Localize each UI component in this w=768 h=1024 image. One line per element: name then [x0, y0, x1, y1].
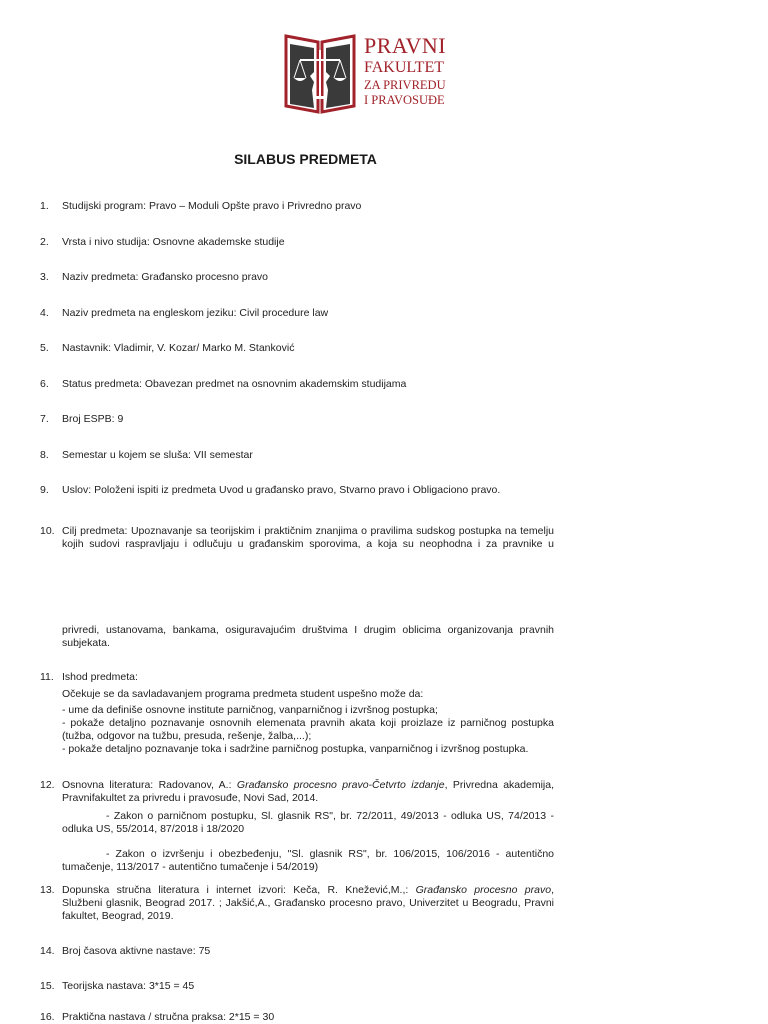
item-text: - Zakon o parničnom postupku, Sl. glasnik RS", br. 72/2011, 49/2013 - odluka US, 74/2013 - [106, 810, 554, 822]
page-title: SILABUS PREDMETA [234, 151, 377, 167]
item-number: 15. [40, 980, 55, 992]
item-number: 16. [40, 1011, 55, 1023]
logo-line-1: PRAVNI [364, 33, 447, 58]
item-text: fakultet, Beograd, 2019. [62, 910, 174, 922]
faculty-logo [280, 32, 480, 116]
item-number: 7. [40, 413, 49, 425]
bullet-item: - ume da definiše osnovne institute parničnog, vanparničnog i izvršnog postupka; [62, 704, 438, 716]
item-text: Osnovna literatura: Radovanov, A.: Građansko procesno pravo-Četvrto izdanje, Privredna akademija, [62, 779, 554, 791]
item-text: - Zakon o izvršenju i obezbeđenju, "Sl. glasnik RS", br. 106/2015, 106/2016 - autentično [106, 848, 554, 860]
item-text: privredi, ustanovama, bankama, osiguravajućim društvima I drugim oblicima organizovanja pravnih [62, 624, 554, 636]
item-text: tumačenje, 113/2017 - autentično tumačenje i 54/2019) [62, 861, 319, 873]
item-text: Studijski program: Pravo – Moduli Opšte pravo i Privredno pravo [62, 200, 362, 212]
item-text: Nastavnik: Vladimir, V. Kozar/ Marko M. Stanković [62, 342, 295, 354]
bullet-item: - pokaže detaljno poznavanje toka i sadržine parničnog postupka, vanparničnog i izvršnog postupka. [62, 743, 529, 755]
book-title: Građansko procesno pravo [415, 884, 552, 896]
item-number: 3. [40, 271, 49, 283]
item-text: kojih sudovi raspravljaju i odlučuju u građanskim sporovima, a koja su neophodna i za pravnike u [62, 538, 554, 550]
item-number: 11. [40, 671, 54, 683]
item-text: Službeni glasnik, Beograd 2017. ; Jakšić,A., Građansko procesno pravo, Univerzitet u Beogradu, Pravni [62, 897, 554, 909]
logo-line-4: I PRAVOSUĐE [364, 92, 445, 107]
item-number: 10. [40, 525, 55, 537]
item-text: Uslov: Položeni ispiti iz predmeta Uvod u građansko pravo, Stvarno pravo i Obligaciono pravo. [62, 484, 501, 496]
item-text: Praktična nastava / stručna praksa: 2*15 = 30 [62, 1011, 275, 1023]
item-number: 12. [40, 779, 55, 791]
item-number: 8. [40, 449, 49, 461]
logo-line-2: FAKULTET [364, 59, 444, 76]
scales-of-justice-icon [280, 32, 360, 116]
bullet-item: (tužba, odgovor na tužbu, presuda, rešenje, žalba,...); [62, 730, 312, 742]
item-text: odluka US, 55/2014, 87/2018 i 18/2020 [62, 823, 245, 835]
item-number: 5. [40, 342, 49, 354]
item-text: subjekata. [62, 637, 110, 649]
item-heading: Ishod predmeta: [62, 671, 138, 683]
logo-line-3: ZA PRIVREDU [364, 78, 446, 92]
item-text: Broj časova aktivne nastave: 75 [62, 945, 211, 957]
item-text: Status predmeta: Obavezan predmet na osnovnim akademskim studijama [62, 378, 407, 390]
book-title: Građansko procesno pravo-Četvrto izdanje [236, 779, 445, 791]
item-number: 6. [40, 378, 49, 390]
item-number: 4. [40, 307, 49, 319]
item-number: 1. [40, 200, 49, 212]
item-text: Naziv predmeta na engleskom jeziku: Civil procedure law [62, 307, 329, 319]
item-text: Semestar u kojem se sluša: VII semestar [62, 449, 253, 461]
item-text: Naziv predmeta: Građansko procesno pravo [62, 271, 269, 283]
item-number: 13. [40, 884, 55, 896]
item-number: 2. [40, 236, 49, 248]
item-text: Vrsta i nivo studija: Osnovne akademske studije [62, 236, 285, 248]
item-number: 14. [40, 945, 55, 957]
item-number: 9. [40, 484, 49, 496]
item-text: Dopunska stručna literatura i internet izvori: Keča, R. Knežević,M.,: Građansko procesno pravo, [62, 884, 554, 896]
item-text: Pravnifakultet za privredu i pravosuđe, Novi Sad, 2014. [62, 792, 319, 804]
item-text: Broj ESPB: 9 [62, 413, 124, 425]
item-text: Teorijska nastava: 3*15 = 45 [62, 980, 195, 992]
item-text: Cilj predmeta: Upoznavanje sa teorijskim i praktičnim znanjima o pravilima sudskog postupka na temelju [62, 525, 554, 537]
logo-wordmark [364, 35, 446, 106]
item-text: Očekuje se da savladavanjem programa predmeta student uspešno može da: [62, 688, 424, 700]
bullet-item: - pokaže detaljno poznavanje osnovnih elemenata pravnih akata koji proizlaze iz parničnog postupka [62, 717, 554, 729]
